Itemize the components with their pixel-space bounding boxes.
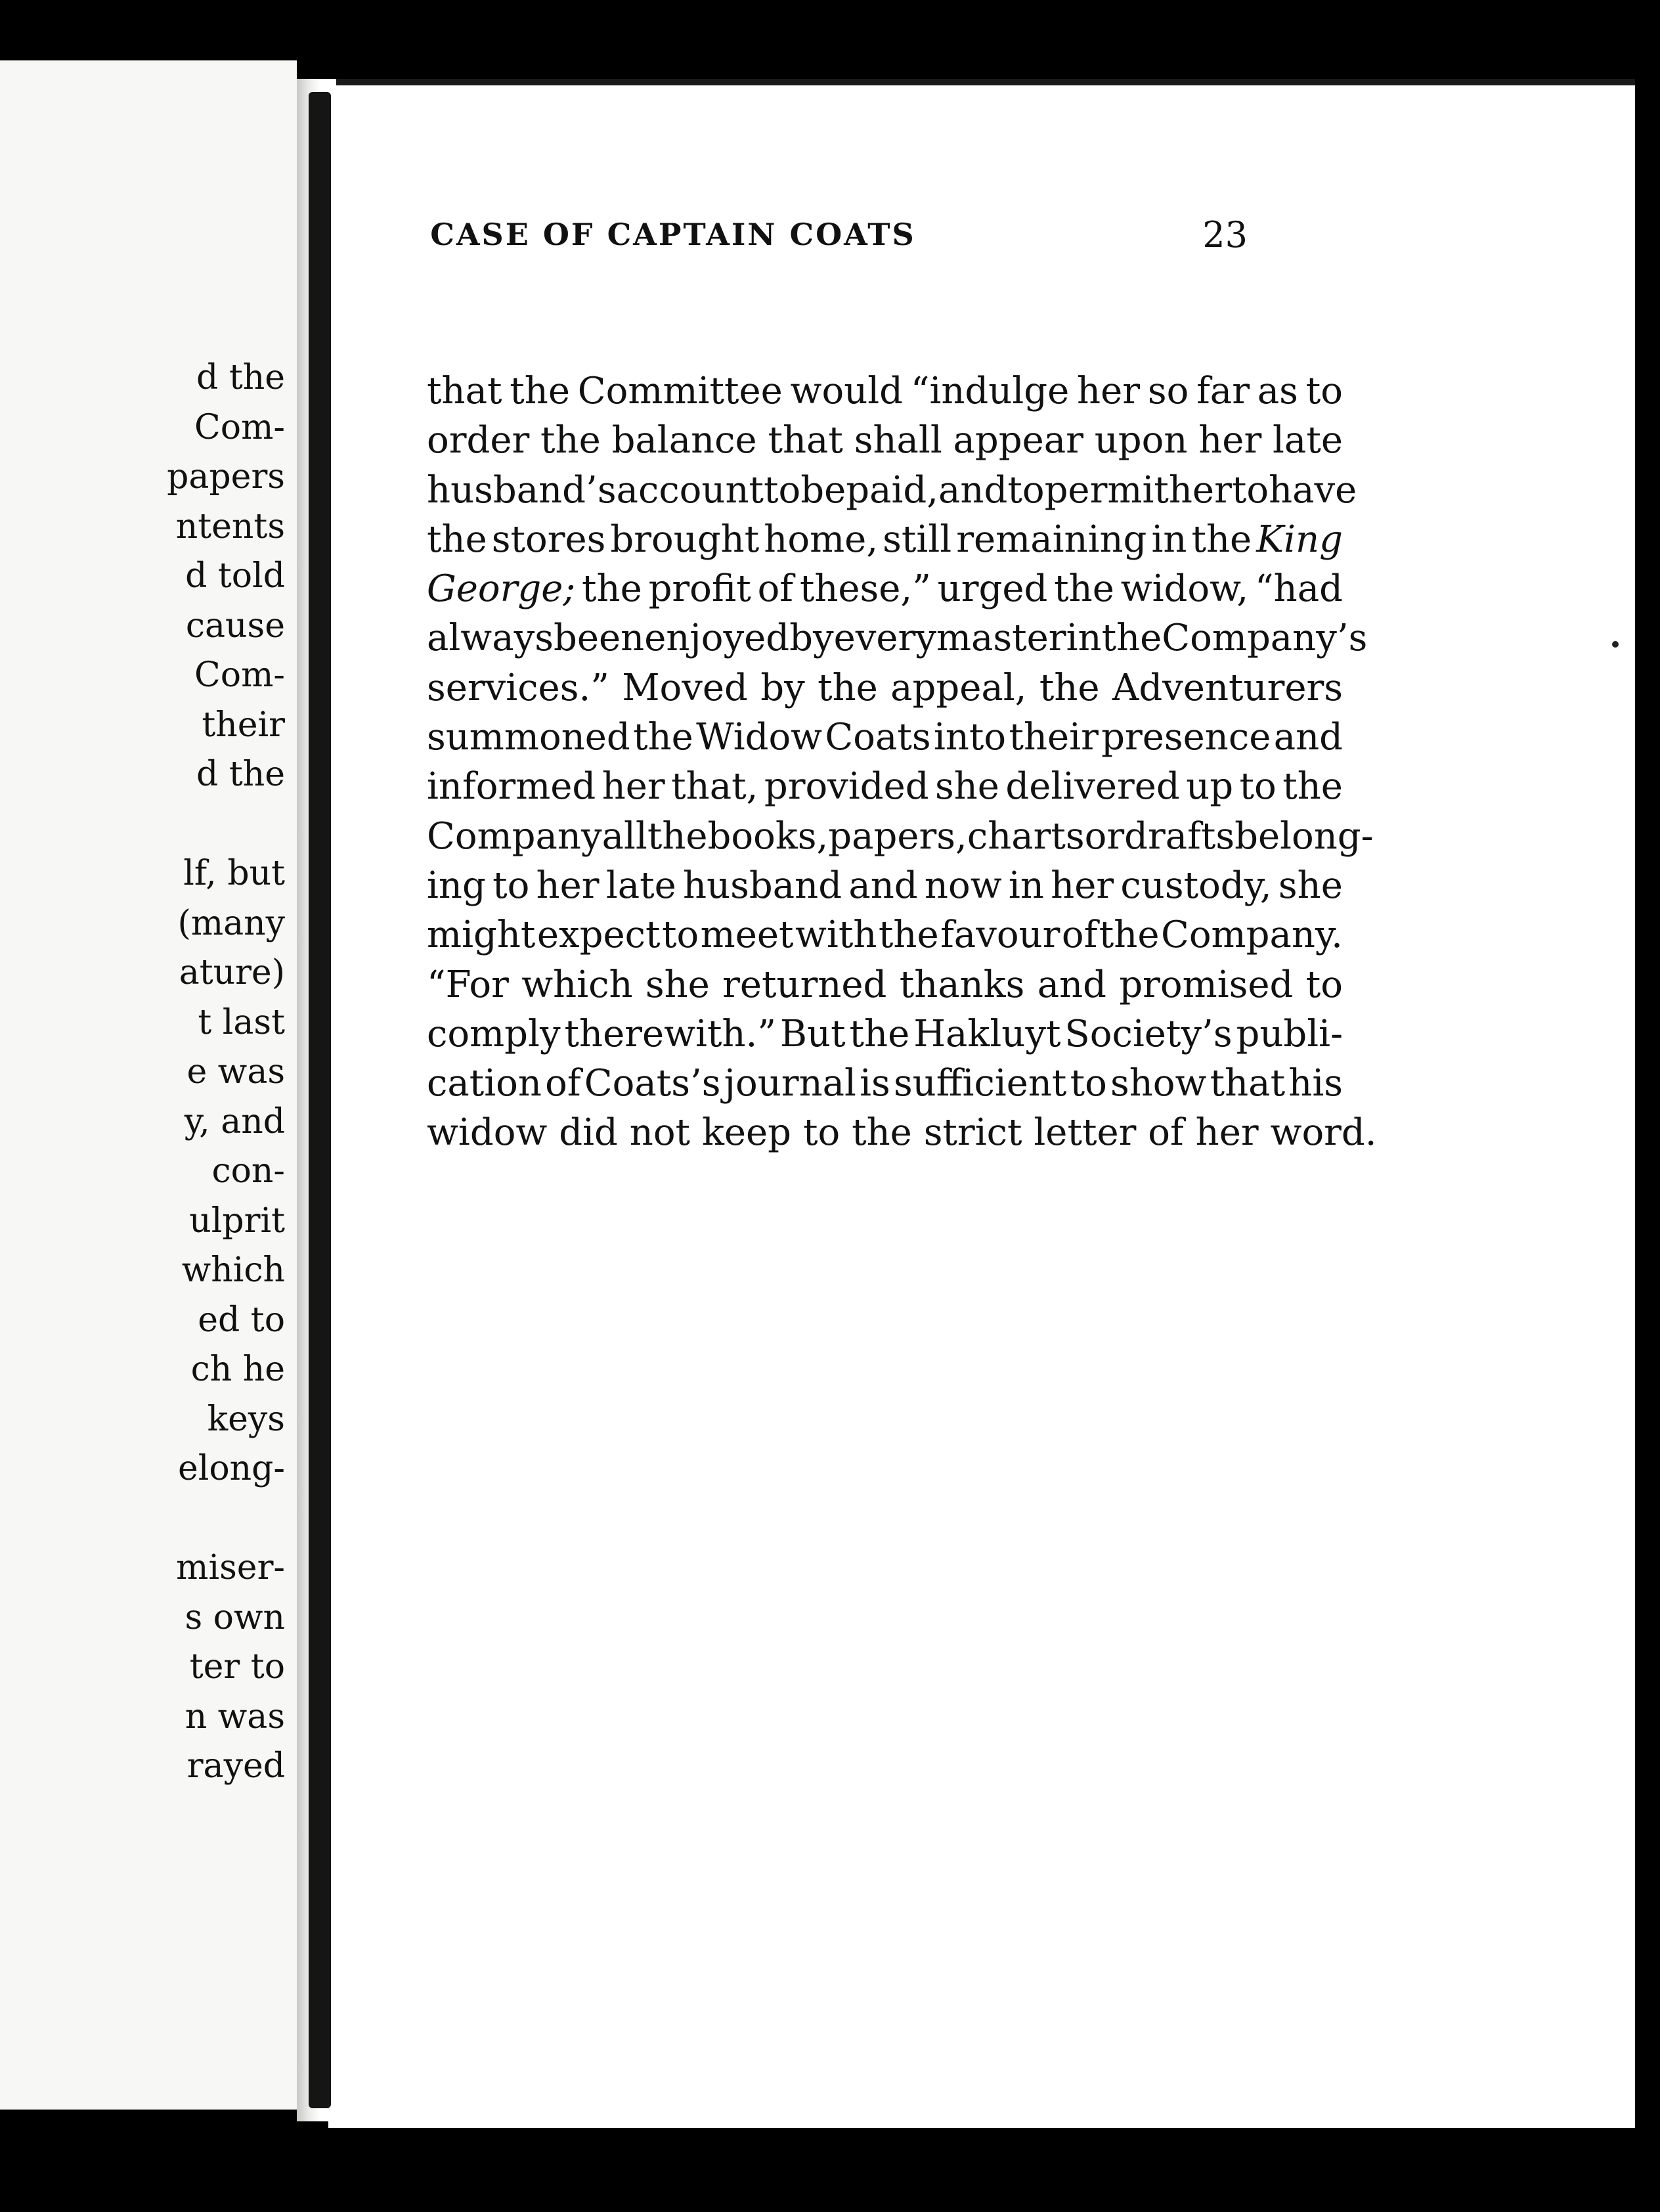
word: would	[790, 370, 904, 412]
word: journal	[724, 1062, 856, 1105]
word: returned	[722, 963, 887, 1006]
word: to	[1305, 963, 1343, 1006]
word: these,”	[799, 567, 931, 611]
word: But	[779, 1012, 846, 1055]
text-line	[427, 1108, 1377, 1157]
word: home,	[764, 518, 879, 561]
fragment-line: y, and	[184, 1101, 285, 1141]
word: to	[1070, 1062, 1107, 1105]
word: she	[645, 963, 710, 1006]
word: Hakluyt	[913, 1012, 1061, 1055]
word: paid,	[846, 468, 939, 512]
word: the	[540, 419, 601, 462]
fragment-line: ter to	[189, 1647, 285, 1687]
text-line	[427, 960, 1343, 1009]
text-line	[427, 466, 1357, 515]
fragment-line: cause	[185, 606, 285, 646]
word: balance	[611, 419, 757, 462]
word: that	[427, 370, 502, 412]
fragment-line: their	[202, 705, 285, 745]
word: Company’s	[1162, 617, 1368, 660]
text-line	[427, 564, 1343, 613]
text-line	[427, 713, 1343, 762]
fragment-line: rayed	[186, 1746, 285, 1786]
previous-page-text	[0, 353, 297, 1792]
word: her	[601, 765, 665, 808]
word: and	[938, 468, 1008, 512]
word: to	[764, 468, 801, 512]
word: the	[510, 370, 570, 412]
word: the	[818, 666, 878, 709]
word: did	[559, 1111, 618, 1155]
word: her	[1168, 468, 1232, 512]
word: as	[1257, 370, 1298, 412]
fragment-line: s own	[185, 1597, 285, 1637]
word: in	[1151, 518, 1187, 561]
word: her	[1198, 419, 1262, 462]
word: order	[427, 419, 530, 462]
word: that,	[671, 765, 758, 808]
word: widow	[427, 1111, 548, 1155]
fragment-line: ed to	[198, 1300, 285, 1340]
word: in	[1008, 864, 1044, 907]
text-line	[427, 515, 1343, 564]
word: papers,	[828, 814, 967, 858]
fragment-line: d told	[185, 556, 285, 596]
word: her	[1051, 864, 1114, 907]
word: delivered	[1005, 765, 1180, 808]
fragment-line: miser-	[176, 1548, 285, 1587]
previous-page-fragment	[0, 60, 297, 2110]
word: and	[1273, 716, 1343, 759]
word: promised	[1119, 963, 1294, 1006]
word: charts	[967, 814, 1085, 858]
word: word.	[1270, 1111, 1377, 1155]
word: husband	[683, 864, 842, 907]
page-header	[335, 214, 1248, 256]
fragment-line: keys	[207, 1399, 285, 1439]
italic-ship-name: King	[1256, 518, 1343, 561]
text-line	[427, 613, 1368, 663]
word: late	[1273, 419, 1343, 462]
word: keep	[701, 1111, 792, 1155]
word: that	[1210, 1062, 1286, 1105]
word: to	[1239, 765, 1277, 808]
word: to	[1007, 468, 1045, 512]
fragment-line: Com-	[194, 407, 285, 447]
body-paragraph	[427, 366, 1377, 1158]
word: remaining	[956, 518, 1147, 561]
word: that	[768, 419, 843, 462]
word: is	[860, 1062, 890, 1105]
fragment-line: ature)	[179, 953, 285, 992]
word: her	[536, 864, 600, 907]
italic-ship-name: George;	[427, 567, 576, 611]
fragment-line: d the	[196, 755, 285, 794]
word: so	[1147, 370, 1189, 412]
word: therewith.”	[564, 1012, 776, 1055]
word: shall	[854, 419, 942, 462]
word: Company	[427, 814, 602, 858]
fragment-line: lf, but	[183, 854, 285, 893]
word: sufficient	[893, 1062, 1067, 1105]
fragment-line: ch he	[190, 1350, 285, 1389]
word: Coats’s	[584, 1062, 721, 1105]
word: late	[605, 864, 676, 907]
word: of	[1061, 914, 1098, 957]
word: her	[1077, 370, 1141, 412]
fragment-line: ntents	[175, 506, 285, 546]
scan-speck	[1612, 641, 1619, 648]
word: account	[616, 468, 764, 512]
page-number: 23	[1202, 214, 1248, 255]
word: to	[661, 914, 699, 957]
word: the	[1039, 666, 1100, 709]
word: show	[1110, 1062, 1207, 1105]
text-line	[427, 1009, 1343, 1059]
word: the	[1054, 567, 1114, 611]
fragment-line: ulprit	[189, 1201, 285, 1241]
word: the	[1101, 617, 1162, 660]
word: in	[1066, 617, 1102, 660]
word: the	[1191, 518, 1252, 561]
word: presence	[1101, 716, 1271, 759]
word: Company.	[1160, 914, 1343, 957]
word: custody,	[1120, 864, 1272, 907]
word: urged	[937, 567, 1048, 611]
word: with	[795, 914, 877, 957]
word: appeal,	[890, 666, 1027, 709]
fragment-line: elong-	[177, 1449, 285, 1488]
word: “indulge	[910, 370, 1070, 412]
word: provided	[764, 765, 929, 808]
word: the	[582, 567, 642, 611]
word: and	[1037, 963, 1107, 1006]
fragment-line: con-	[211, 1151, 285, 1191]
word: of	[545, 1062, 581, 1105]
word: still	[883, 518, 952, 561]
word: “had	[1255, 567, 1343, 611]
word: appear	[953, 419, 1083, 462]
word: stores	[491, 518, 606, 561]
word: always	[427, 617, 554, 660]
word: she	[1278, 864, 1343, 907]
text-line	[427, 812, 1374, 861]
word: enjoyed	[644, 617, 790, 660]
word: strict	[923, 1111, 1022, 1155]
word: the	[852, 1111, 912, 1155]
fragment-line: t last	[198, 1002, 285, 1042]
word: every	[833, 617, 936, 660]
word: profit	[648, 567, 751, 611]
fragment-line: papers	[167, 457, 285, 497]
word: comply	[427, 1012, 561, 1055]
word: brought	[610, 518, 760, 561]
word: to	[1231, 468, 1269, 512]
word: the	[647, 814, 708, 858]
word: meet	[700, 914, 794, 957]
word: belong-	[1234, 814, 1374, 858]
word: Moved	[622, 666, 748, 709]
word: have	[1269, 468, 1357, 512]
running-head: CASE OF CAPTAIN COATS	[430, 217, 916, 252]
word: which	[521, 963, 633, 1006]
word: books,	[707, 814, 829, 858]
word: their	[1009, 716, 1099, 759]
fragment-line: (many	[177, 903, 285, 943]
word: to	[802, 1111, 841, 1155]
word: Committee	[577, 370, 783, 412]
fragment-line: d the	[196, 358, 285, 397]
word: her	[1195, 1111, 1259, 1155]
word: drafts	[1124, 814, 1235, 858]
word: cation	[427, 1062, 542, 1105]
word: been	[554, 617, 645, 660]
word: favour	[940, 914, 1060, 957]
word: by	[760, 666, 805, 709]
word: permit	[1044, 468, 1169, 512]
word: she	[935, 765, 999, 808]
word: thanks	[899, 963, 1025, 1006]
word: the	[427, 518, 487, 561]
word: Society’s	[1064, 1012, 1233, 1055]
word: Adventurers	[1112, 666, 1343, 709]
word: the	[1282, 765, 1343, 808]
word: or	[1084, 814, 1125, 858]
word: publi-	[1236, 1012, 1343, 1055]
text-line	[427, 663, 1343, 713]
word: “For	[427, 963, 509, 1006]
text-line	[427, 910, 1343, 960]
word: now	[924, 864, 1002, 907]
word: Widow	[696, 716, 823, 759]
word: master	[936, 617, 1066, 660]
fragment-line: n was	[185, 1696, 285, 1736]
fragment-line: Com-	[194, 655, 285, 695]
word: upon	[1094, 419, 1188, 462]
word: of	[1148, 1111, 1184, 1155]
text-line	[427, 416, 1343, 465]
paragraph-gap	[0, 1494, 297, 1544]
text-line	[427, 762, 1343, 811]
word: might	[427, 914, 536, 957]
word: to	[1305, 370, 1343, 412]
word: summoned	[427, 716, 630, 759]
word: far	[1196, 370, 1250, 412]
word: the	[878, 914, 939, 957]
word: the	[633, 716, 693, 759]
word: the	[849, 1012, 910, 1055]
word: expect	[536, 914, 661, 957]
word: by	[789, 617, 834, 660]
word: Coats	[825, 716, 931, 759]
paragraph-gap	[0, 800, 297, 850]
word: informed	[427, 765, 596, 808]
word: up	[1186, 765, 1234, 808]
word: be	[800, 468, 846, 512]
fragment-line: e was	[186, 1052, 285, 1092]
text-line	[427, 1059, 1343, 1108]
text-line	[427, 861, 1343, 910]
word: to	[492, 864, 530, 907]
word: letter	[1034, 1111, 1137, 1155]
word: into	[933, 716, 1007, 759]
word: the	[1099, 914, 1160, 957]
word: services.”	[427, 666, 609, 709]
word: widow,	[1120, 567, 1249, 611]
word: all	[601, 814, 647, 858]
word: of	[757, 567, 794, 611]
word: and	[848, 864, 918, 907]
book-spine-shadow	[309, 92, 331, 2108]
word: ing	[427, 864, 486, 907]
word: his	[1288, 1062, 1343, 1105]
fragment-line: which	[181, 1250, 285, 1290]
word: not	[629, 1111, 691, 1155]
text-line	[427, 366, 1343, 416]
word: husband’s	[427, 468, 617, 512]
